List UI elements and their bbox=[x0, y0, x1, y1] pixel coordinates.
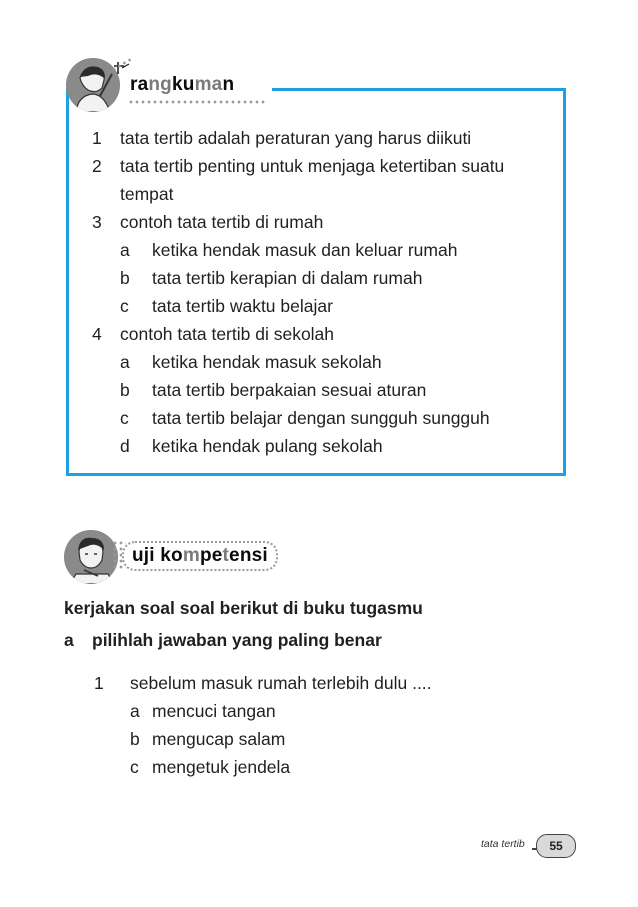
summary-list bbox=[92, 124, 504, 460]
title-part: ra bbox=[130, 74, 149, 95]
section-heading: a pilihlah jawaban yang paling benar bbox=[64, 630, 382, 650]
list-item: 3 contoh tata tertib di rumah bbox=[92, 212, 324, 232]
footer-title: tata tertib bbox=[481, 838, 525, 850]
instruction-text: kerjakan soal soal berikut di buku tugasmu bbox=[64, 598, 423, 618]
sub-item: b tata tertib kerapian di dalam rumah bbox=[120, 268, 423, 288]
question-block bbox=[94, 669, 432, 781]
title-part: ng bbox=[148, 74, 172, 95]
sub-item: d ketika hendak pulang sekolah bbox=[120, 436, 383, 456]
list-item-continuation: tempat bbox=[120, 184, 174, 204]
answer-option: a mencuci tangan bbox=[130, 701, 276, 721]
title-dotted-underline bbox=[128, 99, 266, 105]
title-part: t bbox=[222, 545, 230, 566]
competency-title bbox=[122, 541, 278, 571]
title-part: ensi bbox=[229, 545, 268, 566]
title-part: m bbox=[182, 545, 200, 566]
title-part: pe bbox=[199, 545, 223, 566]
sub-item: a ketika hendak masuk dan keluar rumah bbox=[120, 240, 458, 260]
list-item: 4 contoh tata tertib di sekolah bbox=[92, 324, 335, 344]
sub-item: a ketika hendak masuk sekolah bbox=[120, 352, 382, 372]
page-number: 55 bbox=[536, 834, 576, 858]
title-part: uji ko bbox=[132, 545, 183, 566]
sub-item: c tata tertib belajar dengan sungguh sungguh bbox=[120, 408, 490, 428]
list-item: 2 tata tertib penting untuk menjaga ketertiban suatu bbox=[92, 156, 505, 176]
answer-option: c mengetuk jendela bbox=[130, 757, 291, 777]
title-part: ma bbox=[194, 74, 223, 95]
title-part: ku bbox=[172, 74, 195, 95]
list-item: 1 tata tertib adalah peraturan yang harus diikuti bbox=[92, 128, 472, 148]
question-item: 1 sebelum masuk rumah terlebih dulu .... bbox=[94, 673, 432, 693]
thinking-student-icon bbox=[64, 530, 118, 584]
sub-item: c tata tertib waktu belajar bbox=[120, 296, 333, 316]
title-part: n bbox=[222, 74, 235, 95]
answer-option: b mengucap salam bbox=[130, 729, 286, 749]
sub-item: b tata tertib berpakaian sesuai aturan bbox=[120, 380, 427, 400]
summary-title bbox=[120, 72, 244, 98]
